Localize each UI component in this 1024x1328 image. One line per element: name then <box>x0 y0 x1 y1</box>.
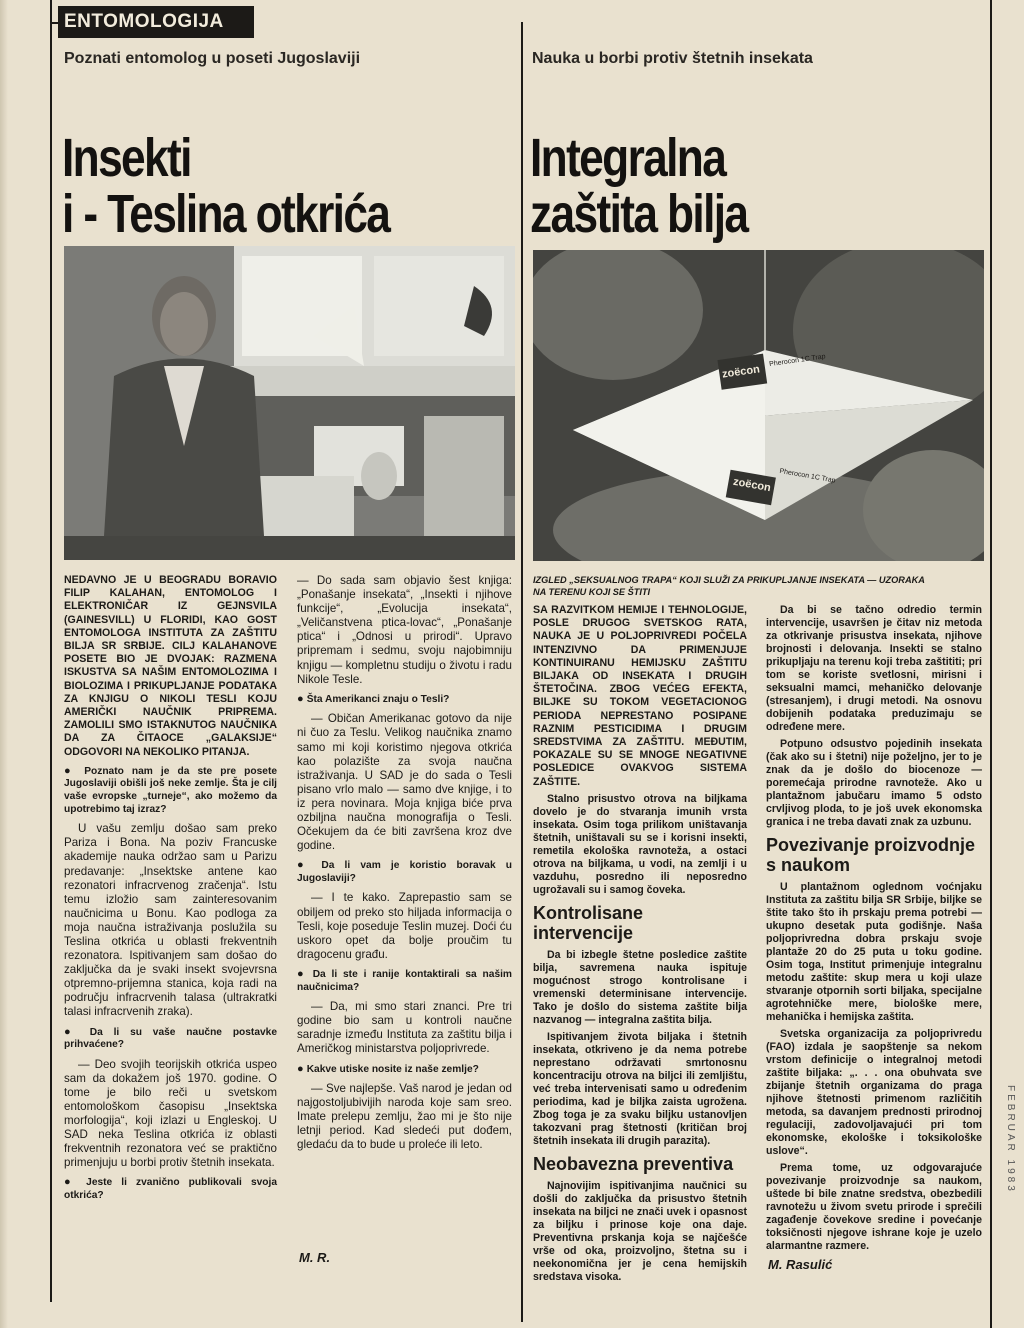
left-signature: M. R. <box>299 1250 331 1265</box>
right-headline-line2: zaštita bilja <box>530 184 748 244</box>
right-article-column-1 <box>533 604 747 1284</box>
answer: — I te kako. Zaprepastio sam se obiljem od preko sto hiljada informacija o Tesli, koje poseduje Teslin muzej. Doći ću uskoro opet da bolje proučim tu dragocenu građu. <box>297 891 512 961</box>
left-border <box>50 0 52 1302</box>
right-headline-line1: Integralna <box>530 128 726 188</box>
question: ● Da li vam je koristio boravak u Jugoslaviji? <box>297 859 512 885</box>
left-article-column-1 <box>64 574 277 1280</box>
left-headline-line2: i - Teslina otkrića <box>62 184 390 244</box>
paragraph: Najnovijim ispitivanjima naučnici su došli do zaključka da prisustvo štetnih insekata na biljci ne znači uvek i opasnost za biljku i prinose koje ona daje. Preventivna prskanja koja se najčešće vrše od oka, proizvoljno, štetna su i neekonomična jer je cena hemijskih sredstava visoka. <box>533 1179 747 1283</box>
subheading-linking-production-science: Povezivanje proizvodnje s naukom <box>766 835 976 875</box>
photo-caption-line2: NA TERENU KOJI SE ŠTITI <box>533 587 651 597</box>
right-border <box>990 0 992 1328</box>
paragraph: Stalno prisustvo otrova na biljkama dovelo je do stvaranja imunih vrsta insekata. Osim toga prilikom uništavanja štetnih, uništavali su se i korisni insekti, remetila ekološka ravnoteža, a ostaci otrova na biljkama, u vodi, na zemlji i u vazduhu, posredno ili neposredno ugrožavali su i samog čoveka. <box>533 792 747 896</box>
trap-brand-top: zoëcon <box>721 363 761 381</box>
edge-date-strip: FEBRUAR 1983 <box>1005 1085 1016 1194</box>
office-photo-illustration <box>64 246 515 560</box>
paragraph: Da bi se tačno odredio termin intervencije, usavršen je čitav niz metoda za otkrivanje prisustva insekata, njihove brojnosti i delovanja. Insekti se stalno prikupljaju na terenu koji treba zaštititi; pri tom se koriste svetlosni, mirisni i seksualni mamci, mehaničko delovanje (stresanjem), i drugi metodi. Na osnovu dobijenih podataka preduzimaju se određene mere. <box>766 604 982 733</box>
right-article-column-2 <box>766 604 982 1252</box>
answer: — Da, mi smo stari znanci. Pre tri godine bio sam u kontroli naučne saradnje između Instituta za zaštitu bilja i Američkog ministarstva poljoprivrede. <box>297 1000 512 1056</box>
subheading-controlled-interventions: Kontrolisane intervencije <box>533 902 644 943</box>
paragraph: Svetska organizacija za poljoprivredu (FAO) izdala je saopštenje sa nekom vrstom definicije o integralnoj metodi zaštite biljaka: „. . . ona obuhvata sve zbijanje štetnih organizama do praga njihove štetnosti primenom različitih metoda, sa davanjem prednosti prirodnoj regulaciji, zadovoljavajući pri tom ekonomske, ekološke i toksikološke uslove“. <box>766 1028 982 1157</box>
question: ● Šta Amerikanci znaju o Tesli? <box>297 693 512 707</box>
trap-label-bottom: Pherocon 1C Trap <box>778 467 837 485</box>
answer: — Običan Amerikanac gotovo da nije ni čuo za Teslu. Velikog naučnika znamo samo mi koji koristimo njegova otkrića kao polazište za svoja naučna istraživanja. U SAD je do sada o Tesli pisano vrlo malo — samo dve knjige, i to iz pera novinara. Moja knjiga biće prva ozbiljna naučna monografija o Tesli. Očekujem da će biti završena kroz dve godine. <box>297 712 512 853</box>
paragraph: Prema tome, uz odgovarajuće povezivanje proizvodnje sa naukom, uštede bi bile znatne sredstva, obezbedili ravnotežu u živom svetu prirode i sprečili zagađenje čovekove sredine i povećanje toksičnosti njegove ishrane koje je uzelo alarmantne razmere. <box>766 1162 982 1252</box>
left-headline-line1: Insekti <box>62 128 191 188</box>
question: ● Poznato nam je da ste pre posete Jugoslaviji obišli još neke zemlje. Šta je cilj vaše evropske „turneje“, ako možemo da upotrebimo taj izraz? <box>64 765 277 816</box>
question: ● Kakve utiske nosite iz naše zemlje? <box>297 1063 512 1077</box>
trap-label-top: Pherocon 1C Trap <box>768 353 827 369</box>
question: ● Jeste li zvanično publikovali svoja otkrića? <box>64 1176 277 1202</box>
photo-caption-line1: IZGLED „SEKSUALNOG TRAPA“ KOJI SLUŽI ZA PRIKUPLJANJE INSEKATA — UZORAKA <box>533 575 925 585</box>
insect-trap-photo <box>533 250 984 561</box>
center-rule <box>521 22 523 1322</box>
office-photo <box>64 246 515 560</box>
section-label: ENTOMOLOGIJA <box>58 6 254 38</box>
left-article-column-2 <box>297 574 512 1280</box>
trap-illustration <box>533 250 984 561</box>
left-kicker: Poznati entomolog u poseti Jugoslaviji <box>64 50 361 67</box>
binder-edge <box>0 0 8 1328</box>
trap-brand-bottom: zoëcon <box>732 475 772 495</box>
right-signature: M. Rasulić <box>768 1257 833 1272</box>
paragraph: U plantažnom oglednom voćnjaku Instituta za zaštitu bilja SR Srbije, biljke se štite tako što ih prskaju prema potrebi — ukupno desetak puta godišnje. Naša poljoprivredna dobra prskaju svoje plantaže 20 do 25 puta u toku godine. Osim toga, Institut primenjuje integralnu metodu zaštite: skup mera u koji ulaze stvaranje otpornih sorti biljaka, specijalne agrotehničke mere, biološke mere, mehanička i hemijska zaštita. <box>766 881 982 1023</box>
answer: — Do sada sam objavio šest knjiga: „Ponašanje insekata“, „Insekti i njihove funkcije“, „Evolucija insekata“, „Veličanstvena ptica-lovac“, „Ponašanje ptica“ i „Odnosi u prirodi“. Upravo pripremam i sedmu, svoju najobimniju knjigu — kompletnu studiju o životu i radu Nikole Tesle. <box>297 574 512 686</box>
left-lead: NEDAVNO JE U BEOGRADU BORAVIO FILIP KALAHAN, ENTOMOLOG I ELEKTRONIČAR IZ GEJNSVILA (GAINESVILL) U FLORIDI, KAO GOST ENTOMOLOGA INSTITUTA ZA ZAŠTITU BILJA SR SRBIJE. CILJ KALAHANOVE POSETE BIO JE DVOJAK: RAZMENA ISKUSTVA SA NAŠIM ENTOMOLOZIMA I BIOLOZIMA I PRIKUPLJANJE PODATAKA ZA KNJIGU O NIKOLI TESLI KOJU AMERIČKI NAUČNIK PRIPREMA. ZAMOLILI SMO ISTAKNUTOG NAUČNIKA DA ZA ČITAOCE „GALAKSIJE“ ODGOVORI NA NEKOLIKO PITANJA. <box>64 574 277 758</box>
paragraph: Da bi izbegle štetne posledice zaštite bilja, savremena nauka ispituje mogućnost strogo kontrolisane i vremenski determinisane intervencije. Tako je došlo do sistema zaštite bilja nazvanog — integralna zaštita bilja. <box>533 948 747 1026</box>
subheading-optional-prevention: Neobavezna preventiva <box>533 1153 734 1174</box>
paragraph: Ispitivanjem života biljaka i štetnih insekata, otkriveno je da nema potrebe neprestano održavati smrtonosnu koncentraciju otrova na biljci ili zemljištu, već treba intervenisati samo u određenim periodima, kad je biljka zaista ugrožena. Zbog toga je za svaku biljku ustanovljen takozvani prag štetnosti (kritičan broj štetnih insekata ili drugih parazita). <box>533 1030 747 1147</box>
question: ● Da li su vaše naučne postavke prihvaćene? <box>64 1026 277 1052</box>
question: ● Da li ste i ranije kontaktirali sa našim naučnicima? <box>297 968 512 994</box>
answer: — Sve najlepše. Vaš narod je jedan od najgostoljubivijih naroda koje sam sreo. Imate prelepu zemlju, žao mi je što nije letnji period. Kad sledeći put dođem, gledaću da to bude u proleće ili leto. <box>297 1082 512 1152</box>
right-lead: SA RAZVITKOM HEMIJE I TEHNOLOGIJE, POSLE DRUGOG SVETSKOG RATA, NAUKA JE U POLJOPRIVREDI POČELA INTENZIVNO DA PRIMENJUJE KONTINUIRANU HEMIJSKU ZAŠTITU BILJAKA OD INSEKATA I DRUGIH ŠTETOČINA. ZBOG VEĆEG EFEKTA, BILJKE SU TOKOM VEGETACIONOG PERIODA NEPRESTANO POSIPANE RAZNIM PESTICIDIMA I DRUGIM SREDSTVIMA ZA ZAŠTITU. MEĐUTIM, POKAZALE SU SE MNOGE NEGATIVNE POSLEDICE OVAKVOG SISTEMA ZAŠTITE. <box>533 604 747 788</box>
paragraph: Potpuno odsustvo pojedinih insekata (čak ako su i štetni) nije poželjno, jer to je znak da je došlo do biocenoze — poremećaja prirodne ravnoteže. Ako u plantažnom jabučaru imamo 5 odsto crvljivog ploda, to je još uvek ekonomska granica i ne treba davati znak za uzbunu. <box>766 738 982 828</box>
answer: U vašu zemlju došao sam preko Pariza i Bona. Na poziv Francuske akademije nauka održao sam u Parizu predavanje: „Insektske antene kao rezonatori infracrvenog zračenja“. Istu temu izložio sam zainteresovanim naučnicima u Bonu. Kao podloga za moja naučna istraživanja poslužila su Teslina otkrića u oblasti frekventnih rezonatora. Ispitivanjem sam došao do zaključka da je svaki insekt svojevrsna otpremno-prijemna stanica, koja radi na području infracrvenih talasa (ultrakratki talasi infracrvenih zraka). <box>64 822 277 1019</box>
answer: — Deo svojih teorijskih otkrića uspeo sam da dokažem još 1970. godine. O tome je bilo reči u svetskom entomološkom časopisu „Insektska morfologija“, koji izlazi u Engleskoj. U SAD neka Teslina otkrića iz oblasti frekventnih rezonatora već se praktično primenjuju u borbi protiv štetnih insekata. <box>64 1057 277 1170</box>
right-kicker: Nauka u borbi protiv štetnih insekata <box>532 50 813 67</box>
top-rule-left <box>50 22 58 24</box>
